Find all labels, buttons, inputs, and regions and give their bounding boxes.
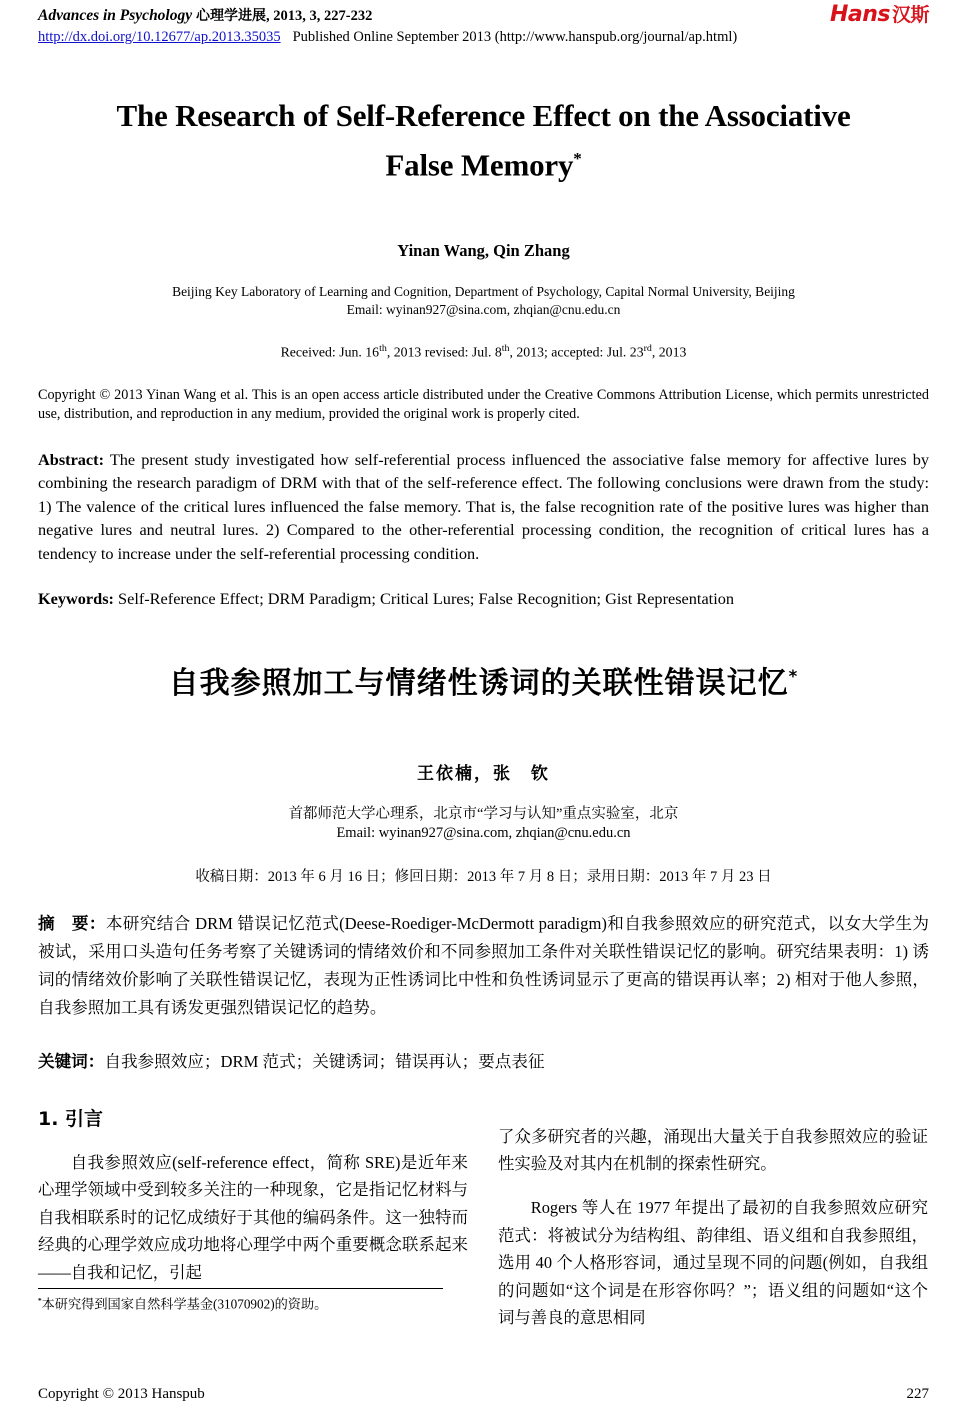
abstract-text-cn: 本研究结合 DRM 错误记忆范式(Deese-Roediger-McDermott paradigm)和自我参照效应的研究范式，以女大学生为被试，采用口头造句任务考察了关键诱词的情绪效价和不同参照加工条件对关联性错误记忆的影响。研究结果表明：1) 诱词的情绪效价影响了关联性错误记忆，表现为正性诱词比中性和负性诱词显示了更高的错误再认率；2) 相对于他人参照，自我参照加工具有诱发更强烈错误记忆的趋势。	[38, 914, 930, 1018]
affiliation-block-cn	[38, 805, 929, 843]
footnote-text: 本研究得到国家自然科学基金(31070902)的资助。	[41, 1296, 328, 1312]
keywords-label-en: Keywords:	[38, 588, 114, 608]
footnote-marker: *	[38, 1297, 42, 1306]
title-cn-text: 自我参照加工与情绪性诱词的关联性错误记忆	[168, 666, 789, 702]
hans-logo-en: Hans	[829, 2, 890, 27]
abstract-en	[38, 448, 929, 565]
title-line-2: False Memory	[385, 147, 574, 183]
email-en: Email: wyinan927@sina.com, zhqian@cnu.edu.cn	[346, 302, 621, 318]
received-mid-2: , 2013; accepted: Jul. 23	[509, 344, 644, 360]
received-mid: , 2013 revised: Jul. 8	[386, 344, 502, 360]
abstract-label-en: Abstract:	[38, 449, 105, 469]
abstract-text-en: The present study investigated how self-referential process influenced the associative false memory for affective lures by combining the research paradigm of DRM with that of the self-reference effect. The following conclusions were drawn from the study: 1) The valence of the critical lures influenced the false memory. That is, the false recognition rate of the positive lures was higher than negative lures and neutral lures. 2) Compared to the other-referential processing condition, the recognition of critical lures has a tendency to increase under the self-referential processing condition.	[38, 449, 929, 563]
masthead-doi-line	[38, 27, 929, 47]
dates-en	[38, 343, 929, 361]
body-paragraph: 了众多研究者的兴趣，涌现出大量关于自我参照效应的验证性实验及对其内在机制的探索性研究。	[498, 1126, 928, 1174]
footnote-area	[38, 1288, 443, 1313]
received-suffix: , 2013	[651, 344, 687, 360]
hans-logo	[830, 0, 929, 27]
masthead	[38, 0, 929, 50]
abstract-label-cn: 摘 要：	[38, 914, 106, 934]
title-line-1: The Research of Self-Reference Effect on the Associative	[116, 98, 851, 133]
hans-logo-cn: 汉斯	[891, 4, 929, 26]
footnote-divider	[38, 1288, 443, 1289]
masthead-journal-line	[38, 6, 929, 26]
affiliation-block-en	[38, 283, 929, 319]
journal-issue-info: , 2013, 3, 227-232	[266, 8, 373, 24]
doi-link[interactable]: http://dx.doi.org/10.12677/ap.2013.35035	[38, 29, 281, 45]
keywords-en	[38, 587, 929, 610]
dates-cn: 收稿日期：2013 年 6 月 16 日；修回日期：2013 年 7 月 8 日；录用日期：2013 年 7 月 23 日	[195, 869, 772, 886]
journal-title-en: Advances in Psychology	[38, 7, 193, 24]
page-title-cn	[38, 656, 929, 705]
footer-page-number: 227	[906, 1386, 929, 1402]
keywords-cn	[38, 1048, 929, 1076]
keywords-text-en: Self-Reference Effect; DRM Paradigm; Critical Lures; False Recognition; Gist Representation	[113, 588, 734, 608]
affiliation-en: Beijing Key Laboratory of Learning and Cognition, Department of Psychology, Capital Normal University, Beijing	[172, 284, 795, 300]
received-ordinal-3: rd	[643, 343, 652, 355]
title-cn-footnote-marker: *	[788, 667, 799, 687]
footer-copyright: Copyright © 2013 Hanspub	[38, 1386, 205, 1402]
body-paragraph: Rogers 等人在 1977 年提出了最初的自我参照效应研究范式：将被试分为结构组、韵律组、语义组和自我参照组，选用 40 个人格形容词，通过呈现不同的问题(例如，自我组的问题如“这个词是在形容你吗？”；语义组的问题如“这个词与善良的意思相同	[498, 1198, 928, 1328]
affiliation-cn: 首都师范大学心理系，北京市“学习与认知”重点实验室，北京	[288, 806, 679, 823]
body-paragraph: 自我参照效应(self-reference effect，简称 SRE)是近年来心理学领域中受到较多关注的一种现象，它是指记忆材料与自我相联系时的记忆成绩好于其他的编码条件。这一独特而经典的心理学效应成功地将心理学中两个重要概念联系起来——自我和记忆，引起	[38, 1152, 468, 1282]
body-column-left	[38, 1106, 468, 1312]
page-title-en	[86, 94, 881, 186]
footnote	[38, 1292, 443, 1313]
received-prefix: Received: Jun. 16	[280, 344, 380, 360]
received-ordinal-1: th	[379, 343, 387, 355]
abstract-cn	[38, 910, 929, 1022]
email-cn: Email: wyinan927@sina.com, zhqian@cnu.edu.cn	[336, 825, 631, 842]
copyright-notice: Copyright © 2013 Yinan Wang et al. This is an open access article distributed under the Creative Commons Attribution License, which permits unrestricted use, distribution, and reproduction in any medium, provided the original work is properly cited.	[38, 386, 929, 422]
authors-cn: 王依楠，张 钦	[417, 764, 550, 784]
authors-en: Yinan Wang, Qin Zhang	[397, 241, 570, 261]
received-ordinal-2: th	[501, 343, 510, 355]
keywords-text-cn: 自我参照效应；DRM 范式；关键诱词；错误再认；要点表征	[104, 1052, 545, 1072]
journal-title-cn: 心理学进展	[196, 8, 266, 24]
page-footer	[38, 1386, 929, 1403]
body-columns	[38, 1106, 929, 1348]
published-online-text: Published Online September 2013 (http://www.hanspub.org/journal/ap.html)	[292, 29, 738, 45]
body-column-right	[498, 1106, 928, 1348]
section-heading-introduction: 1. 引言	[38, 1108, 104, 1131]
keywords-label-cn: 关键词：	[38, 1052, 105, 1072]
title-footnote-marker: *	[573, 149, 582, 168]
